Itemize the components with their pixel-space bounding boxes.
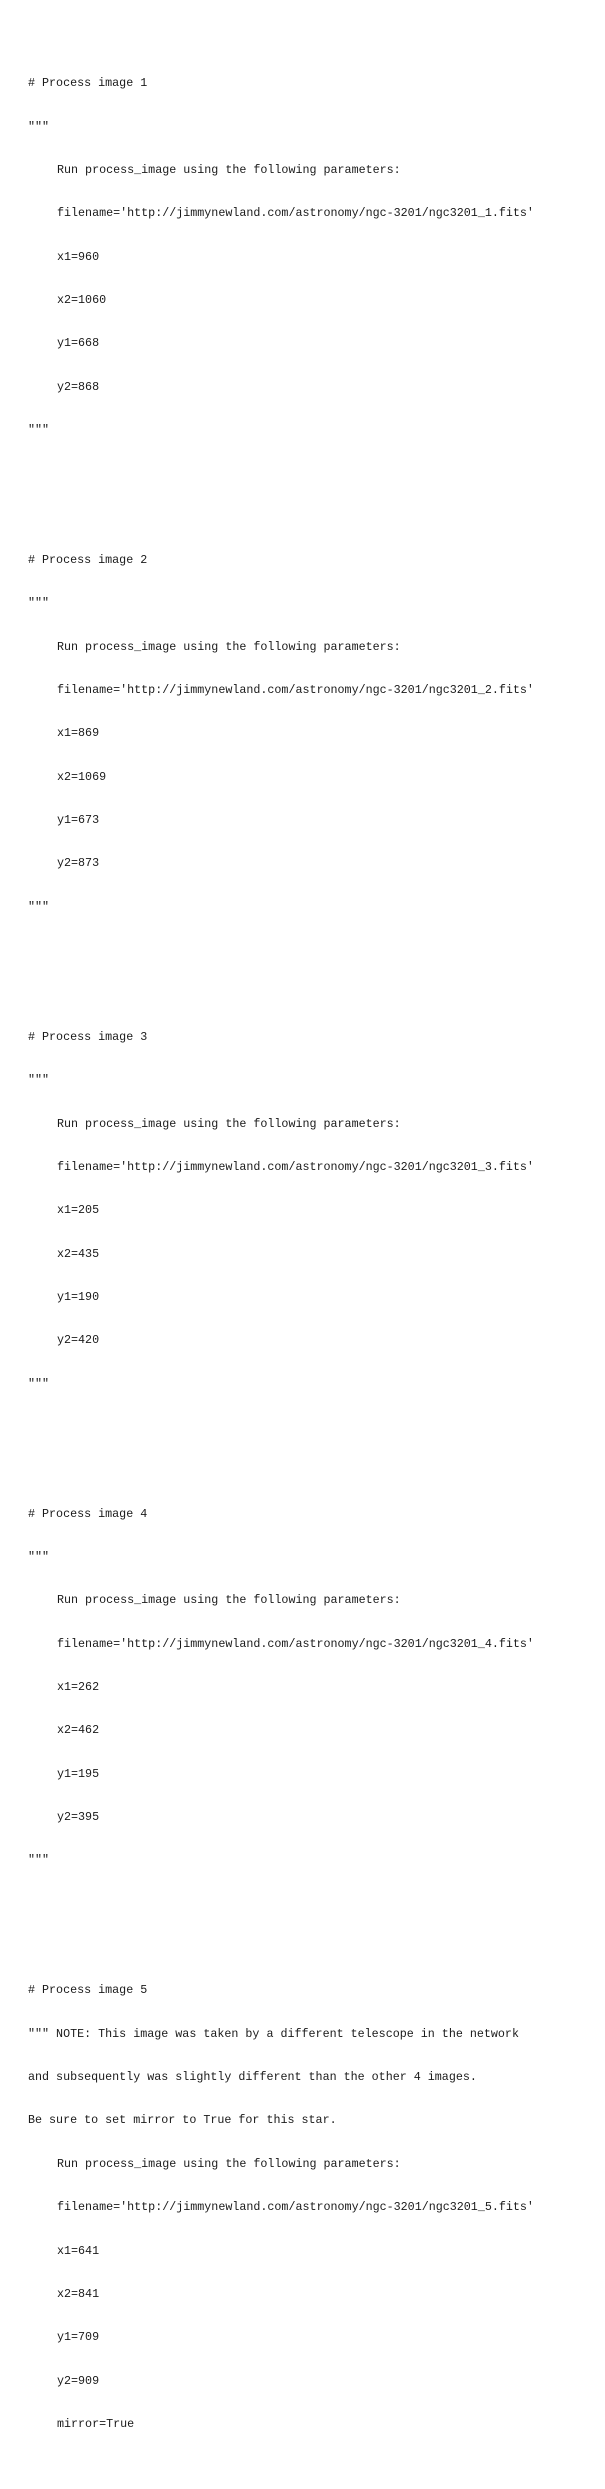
instruction-line: Run process_image using the following parameters: <box>57 1593 401 1608</box>
process-image-5-block <box>28 1955 534 2461</box>
filename-param: filename='http://jimmynewland.com/astronomy/ngc-3201/ngc3201_2.fits' <box>57 683 534 698</box>
filename-param: filename='http://jimmynewland.com/astronomy/ngc-3201/ngc3201_1.fits' <box>57 206 534 221</box>
x1-param: x1=262 <box>57 1680 100 1695</box>
process-image-1-block <box>28 47 534 466</box>
x2-param: x2=462 <box>57 1723 100 1738</box>
instruction-line: Run process_image using the following parameters: <box>57 1116 401 1131</box>
y2-param: y2=868 <box>57 379 100 394</box>
comment-header: # Process image 4 <box>28 1506 148 1521</box>
y2-param: y2=909 <box>57 2373 100 2388</box>
x1-param: x1=641 <box>57 2243 100 2258</box>
comment-header: # Process image 1 <box>28 76 148 91</box>
docstring-open: """ <box>28 1073 50 1088</box>
x2-param: x2=841 <box>57 2286 100 2301</box>
comment-header: # Process image 3 <box>28 1029 148 1044</box>
x2-param: x2=435 <box>57 1246 100 1261</box>
x1-param: x1=960 <box>57 249 100 264</box>
instruction-line: Run process_image using the following parameters: <box>57 639 401 654</box>
note-line: and subsequently was slightly different than the other 4 images. <box>28 2070 477 2085</box>
code-document <box>28 4 534 2489</box>
instruction-line: Run process_image using the following parameters: <box>57 2156 401 2171</box>
y2-param: y2=395 <box>57 1810 100 1825</box>
note-line: """ NOTE: This image was taken by a different telescope in the network <box>28 2026 519 2041</box>
instruction-line: Run process_image using the following parameters: <box>57 162 401 177</box>
x2-param: x2=1069 <box>57 769 107 784</box>
docstring-close: """ <box>28 423 50 438</box>
process-image-2-block <box>28 524 534 943</box>
y1-param: y1=668 <box>57 336 100 351</box>
comment-header: # Process image 5 <box>28 1983 148 1998</box>
filename-param: filename='http://jimmynewland.com/astronomy/ngc-3201/ngc3201_4.fits' <box>57 1636 534 1651</box>
comment-header: # Process image 2 <box>28 553 148 568</box>
filename-param: filename='http://jimmynewland.com/astronomy/ngc-3201/ngc3201_3.fits' <box>57 1159 534 1174</box>
note-line: Be sure to set mirror to True for this star. <box>28 2113 337 2128</box>
docstring-open: """ <box>28 119 50 134</box>
docstring-close: """ <box>28 1853 50 1868</box>
docstring-open: """ <box>28 1550 50 1564</box>
y1-param: y1=709 <box>57 2330 100 2345</box>
y2-param: y2=873 <box>57 856 100 871</box>
docstring-close: """ <box>28 1376 50 1391</box>
process-image-4-block <box>28 1478 534 1897</box>
x1-param: x1=205 <box>57 1203 100 1218</box>
x2-param: x2=1060 <box>57 292 107 307</box>
y2-param: y2=420 <box>57 1333 100 1348</box>
x1-param: x1=869 <box>57 726 100 741</box>
docstring-close: """ <box>28 899 50 914</box>
mirror-param: mirror=True <box>57 2416 135 2431</box>
y1-param: y1=190 <box>57 1289 100 1304</box>
process-image-3-block <box>28 1001 534 1420</box>
docstring-open: """ <box>28 596 50 611</box>
y1-param: y1=673 <box>57 813 100 828</box>
y1-param: y1=195 <box>57 1766 100 1781</box>
filename-param: filename='http://jimmynewland.com/astronomy/ngc-3201/ngc3201_5.fits' <box>57 2200 534 2215</box>
